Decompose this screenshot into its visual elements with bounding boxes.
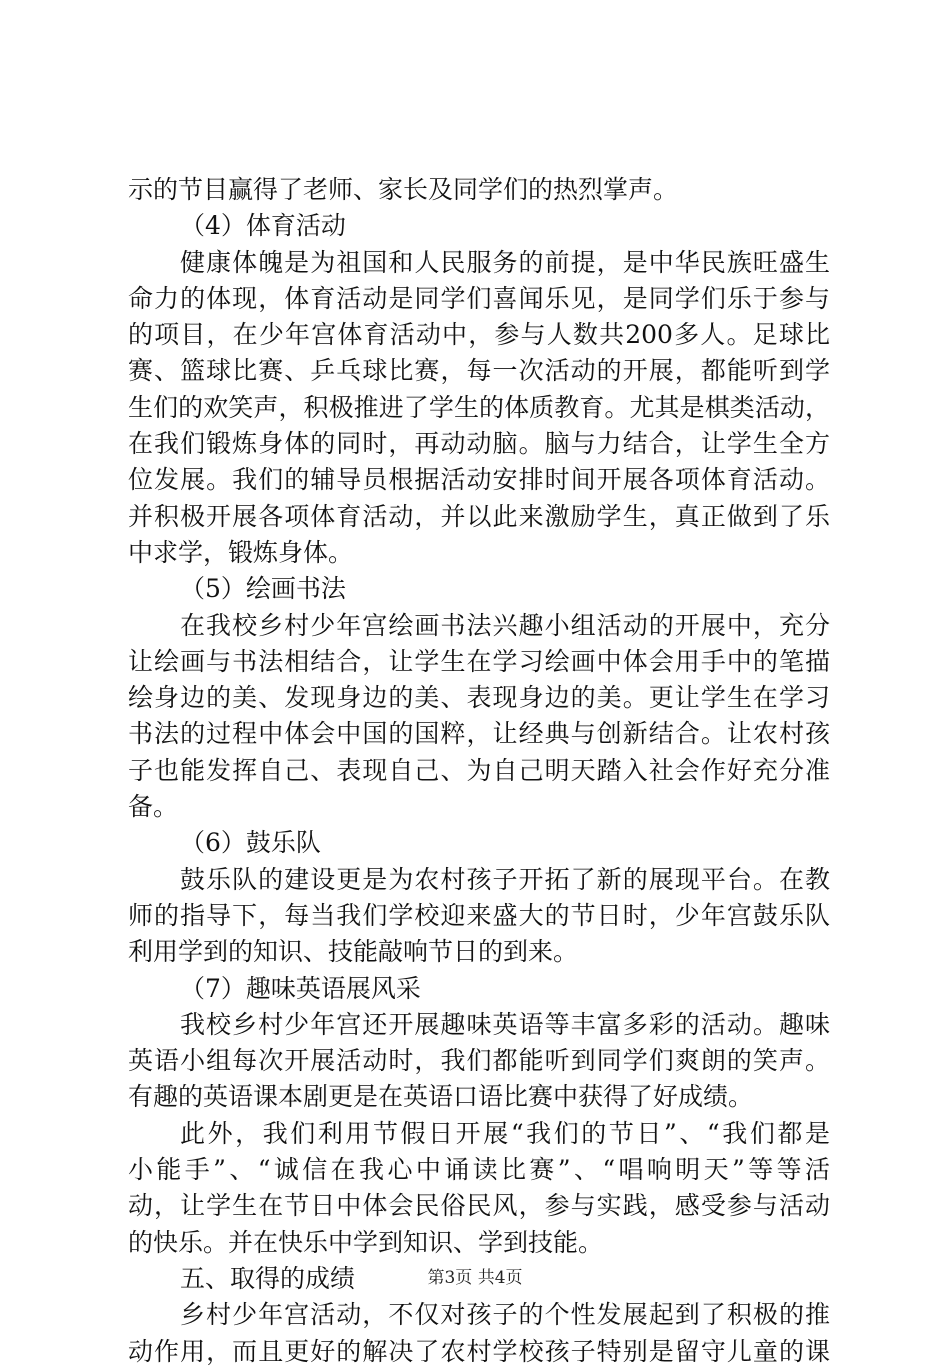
text-line: 中求学，锻炼身体。 xyxy=(128,537,354,567)
section-heading: （5）绘画书法 xyxy=(180,574,346,604)
text-line: 让绘画与书法相结合，让学生在学习绘画中体会用手中的笔描 xyxy=(128,646,830,676)
section-heading: （7）趣味英语展风采 xyxy=(180,973,421,1003)
text-line: 备。 xyxy=(128,792,179,822)
text-line: 师的指导下，每当我们学校迎来盛大的节日时，少年宫鼓乐队 xyxy=(128,900,830,930)
text-line: 健康体魄是为祖国和人民服务的前提，是中华民族旺盛生 xyxy=(180,247,830,277)
text-line: 此外，我们利用节假日开展“我们的节日”、“我们都是 xyxy=(180,1118,830,1148)
text-line: 小能手”、“诚信在我心中诵读比赛”、“唱响明天”等等活 xyxy=(128,1155,830,1185)
text-line: 生们的欢笑声，积极推进了学生的体质教育。尤其是棋类活动， xyxy=(128,392,830,422)
text-line: 子也能发挥自己、表现自己、为自己明天踏入社会作好充分准 xyxy=(128,755,830,785)
text-line: 动作用，而且更好的解决了农村学校孩子特别是留守儿童的课 xyxy=(128,1336,830,1366)
text-line: 我校乡村少年宫还开展趣味英语等丰富多彩的活动。趣味 xyxy=(180,1009,830,1039)
text-line: 绘身边的美、发现身边的美、表现身边的美。更让学生在学习 xyxy=(128,683,830,713)
page-footer: 第3页 共4页 xyxy=(427,1268,523,1288)
text-line: 动，让学生在节日中体会民俗民风，参与实践，感受参与活动 xyxy=(128,1191,830,1221)
text-line: 赛、篮球比赛、乒乓球比赛，每一次活动的开展，都能听到学 xyxy=(128,356,830,386)
text-line: 利用学到的知识、技能敲响节日的到来。 xyxy=(128,937,579,967)
text-line: 位发展。我们的辅导员根据活动安排时间开展各项体育活动。 xyxy=(128,465,830,495)
text-line: 有趣的英语课本剧更是在英语口语比赛中获得了好成绩。 xyxy=(128,1082,754,1112)
section-heading: （4）体育活动 xyxy=(180,211,346,241)
section-heading: （6）鼓乐队 xyxy=(180,828,321,858)
text-line: 英语小组每次开展活动时，我们都能听到同学们爽朗的笑声。 xyxy=(128,1046,830,1076)
text-line: 并积极开展各项体育活动，并以此来激励学生，真正做到了乐 xyxy=(128,501,830,531)
text-line: 鼓乐队的建设更是为农村孩子开拓了新的展现平台。在教 xyxy=(180,864,830,894)
text-line: 命力的体现，体育活动是同学们喜闻乐见，是同学们乐于参与 xyxy=(128,283,830,313)
text-line: 的快乐。并在快乐中学到知识、学到技能。 xyxy=(128,1227,604,1257)
text-line: 在我校乡村少年宫绘画书法兴趣小组活动的开展中，充分 xyxy=(180,610,830,640)
text-line: 乡村少年宫活动，不仅对孩子的个性发展起到了积极的推 xyxy=(180,1300,830,1330)
text-line: 在我们锻炼身体的同时，再动动脑。脑与力结合，让学生全方 xyxy=(128,429,830,459)
section-heading: 五、取得的成绩 xyxy=(180,1263,356,1293)
text-line: 的项目，在少年宫体育活动中，参与人数共200多人。足球比 xyxy=(128,320,830,350)
text-line: 示的节目赢得了老师、家长及同学们的热烈掌声。 xyxy=(128,175,679,204)
document-body xyxy=(128,172,830,1370)
text-line: 书法的过程中体会中国的国粹，让经典与创新结合。让农村孩 xyxy=(128,719,830,749)
